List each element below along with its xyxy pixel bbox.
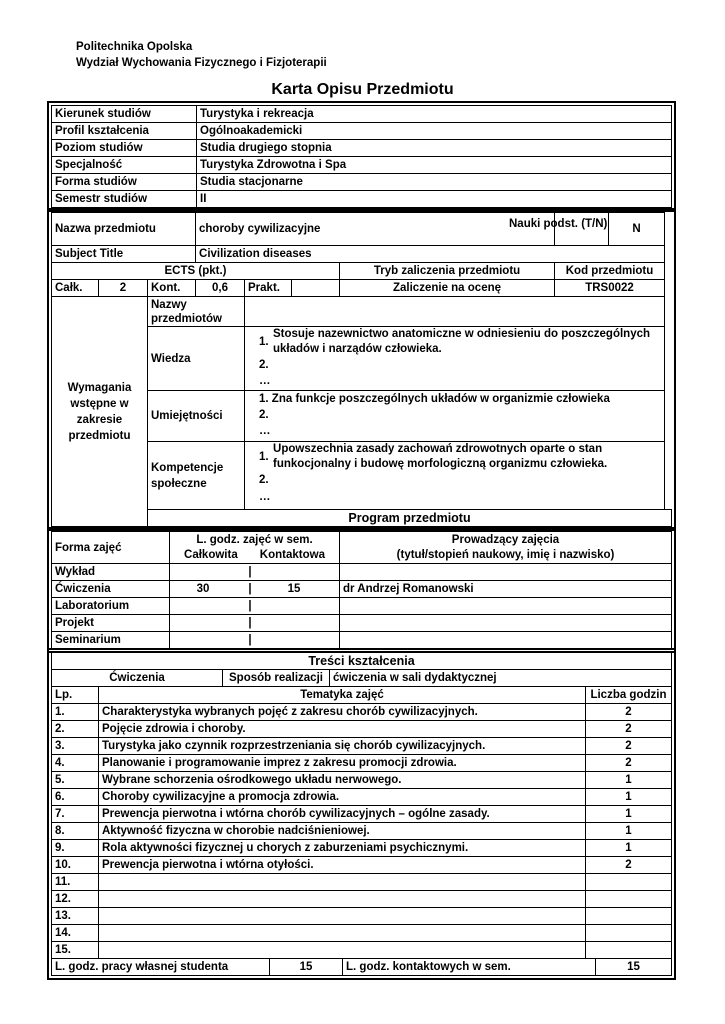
program-total	[170, 616, 236, 630]
program-row	[52, 615, 672, 632]
code-label: Kod przedmiotu	[555, 263, 665, 280]
prakt-value	[292, 280, 340, 297]
content-lp: 10.	[52, 857, 99, 874]
content-header-row	[52, 687, 672, 704]
method-value: ćwiczenia w sali dydaktycznej	[330, 670, 672, 687]
content-row	[52, 704, 672, 721]
program-hours-cell	[170, 632, 340, 649]
program-header-row	[52, 532, 672, 564]
content-topic	[99, 925, 586, 942]
content-lp: 13.	[52, 908, 99, 925]
content-method-row	[52, 670, 672, 687]
req-names-row	[52, 297, 672, 327]
content-lp: 11.	[52, 874, 99, 891]
ects-label: ECTS (pkt.)	[52, 263, 340, 280]
study-info-row	[52, 157, 672, 174]
knowledge-cell	[245, 327, 665, 391]
program-table	[51, 531, 672, 649]
social-3: …	[259, 491, 271, 503]
program-separator: |	[248, 600, 252, 612]
content-topic	[99, 891, 586, 908]
content-hours: 2	[585, 704, 671, 721]
program-section	[47, 527, 676, 653]
content-hours	[585, 942, 671, 959]
content-row	[52, 772, 672, 789]
content-row	[52, 789, 672, 806]
program-total	[170, 565, 236, 579]
content-row	[52, 857, 672, 874]
content-hours: 2	[585, 721, 671, 738]
content-topic: Prewencja pierwotna i wtórna otyłości.	[99, 857, 586, 874]
program-form: Ćwiczenia	[52, 581, 170, 598]
mode-label: Tryb zaliczenia przedmiotu	[340, 263, 555, 280]
program-form: Seminarium	[52, 632, 170, 649]
study-info-value: Ogólnoakademicki	[197, 123, 672, 140]
knowledge-1-num: 1.	[259, 336, 269, 348]
content-hours	[585, 891, 671, 908]
program-title: Program przedmiotu	[148, 510, 672, 527]
hours-header	[170, 532, 340, 564]
summary-table	[51, 958, 672, 976]
content-row	[52, 738, 672, 755]
page-title: Karta Opisu Przedmiotu	[271, 81, 454, 98]
content-lp: 6.	[52, 789, 99, 806]
subject-title-value: Civilization diseases	[196, 246, 665, 263]
subject-section	[47, 208, 676, 531]
content-topic	[99, 874, 586, 891]
program-separator: |	[248, 617, 252, 629]
content-topic	[99, 908, 586, 925]
program-row	[52, 632, 672, 649]
content-row	[52, 721, 672, 738]
program-form: Wykład	[52, 564, 170, 581]
program-total	[170, 599, 236, 613]
content-topic: Prewencja pierwotna i wtórna chorób cywilizacyjnych – ogólne zasady.	[99, 806, 586, 823]
basic-value: N	[609, 213, 665, 246]
skills-2: 2.	[259, 409, 269, 421]
study-info-label: Poziom studiów	[52, 140, 197, 157]
university-name: Politechnika Opolska	[76, 41, 193, 53]
content-topic: Charakterystyka wybranych pojęć z zakresu chorób cywilizacyjnych.	[99, 704, 586, 721]
subject-title-label: Subject Title	[52, 246, 196, 263]
contact-sum-value: 15	[596, 959, 672, 976]
study-info-row	[52, 123, 672, 140]
study-info-row	[52, 140, 672, 157]
teacher-header	[340, 532, 672, 564]
study-info-label: Specjalność	[52, 157, 197, 174]
program-separator: |	[248, 634, 252, 646]
content-lp: 1.	[52, 704, 99, 721]
content-hours: 1	[585, 840, 671, 857]
program-form: Laboratorium	[52, 598, 170, 615]
content-lp: 15.	[52, 942, 99, 959]
program-row	[52, 564, 672, 581]
content-hours: 1	[585, 772, 671, 789]
content-row	[52, 823, 672, 840]
method-label: Sposób realizacji	[223, 670, 330, 687]
study-info-table	[51, 105, 672, 208]
study-info-value: II	[197, 191, 672, 208]
content-row	[52, 874, 672, 891]
knowledge-3: …	[259, 375, 271, 387]
content-lp: 2.	[52, 721, 99, 738]
program-teacher	[340, 564, 672, 581]
program-contact	[264, 633, 324, 647]
form-label: Forma zajęć	[52, 532, 170, 564]
program-hours-cell	[170, 598, 340, 615]
program-contact	[264, 565, 324, 579]
program-teacher	[340, 598, 672, 615]
content-row	[52, 942, 672, 959]
study-info-label: Kierunek studiów	[52, 106, 197, 123]
social-cell	[245, 442, 665, 510]
study-info-value: Turystyka i rekreacja	[197, 106, 672, 123]
skills-cell	[245, 391, 665, 442]
content-row	[52, 840, 672, 857]
study-info-section	[47, 101, 676, 212]
program-hours-cell	[170, 615, 340, 632]
requirements-label: Wymagania wstępne w zakresie przedmiotu	[52, 297, 148, 527]
content-row	[52, 806, 672, 823]
content-hours	[585, 925, 671, 942]
content-hours	[585, 874, 671, 891]
hours-count-label: Liczba godzin	[585, 687, 671, 704]
content-topic: Wybrane schorzenia ośrodkowego układu nerwowego.	[99, 772, 586, 789]
mode-value: Zaliczenie na ocenę	[340, 280, 555, 297]
program-total: 30	[196, 583, 210, 595]
program-form: Projekt	[52, 615, 170, 632]
content-hours: 1	[585, 806, 671, 823]
content-lp: 3.	[52, 738, 99, 755]
contact-hours-label: Kontaktowa	[259, 548, 325, 561]
content-hours: 1	[585, 789, 671, 806]
content-lp: 5.	[52, 772, 99, 789]
social-1-text: Upowszechnia zasady zachowań zdrowotnych oparte o stan funkocjonalny i budowę morfologiczną organizmu człowieka.	[273, 443, 608, 470]
total-hours-label: Całkowita	[184, 548, 238, 561]
content-topic: Pojęcie zdrowia i choroby.	[99, 721, 586, 738]
program-row	[52, 598, 672, 615]
basic-label: Nauki podst. (T/N)	[509, 218, 608, 230]
content-title-row	[52, 653, 672, 670]
study-info-label: Semestr studiów	[52, 191, 197, 208]
teacher-label: Prowadzący zajęcia	[451, 533, 560, 546]
program-hours-cell	[170, 564, 340, 581]
content-hours: 1	[585, 823, 671, 840]
study-info-row	[52, 191, 672, 208]
subject-name-label: Nazwa przedmiotu	[52, 213, 196, 246]
subject-title-row	[52, 246, 672, 263]
study-info-row	[52, 174, 672, 191]
total-value: 2	[99, 280, 148, 297]
lp-label: Lp.	[52, 687, 99, 704]
study-info-label: Forma studiów	[52, 174, 197, 191]
program-separator: |	[248, 583, 252, 595]
program-teacher: dr Andrzej Romanowski	[340, 581, 672, 598]
skills-1: 1. Zna funkcje poszczególnych układów w organizmie człowieka	[259, 393, 610, 405]
content-table	[51, 652, 672, 959]
social-2: 2.	[259, 474, 269, 486]
content-lp: 7.	[52, 806, 99, 823]
req-names-label: Nazwy przedmiotów	[148, 297, 245, 327]
content-lp: 14.	[52, 925, 99, 942]
topic-label: Tematyka zajęć	[99, 687, 586, 704]
content-lp: 9.	[52, 840, 99, 857]
study-info-row	[52, 106, 672, 123]
content-hours: 2	[585, 755, 671, 772]
subject-table	[51, 212, 672, 527]
content-topic	[99, 942, 586, 959]
faculty-name: Wydział Wychowania Fizycznego i Fizjoterapii	[76, 57, 327, 69]
study-info-value: Turystyka Zdrowotna i Spa	[197, 157, 672, 174]
program-contact: 15	[287, 583, 301, 595]
content-lp: 8.	[52, 823, 99, 840]
skills-3: …	[259, 425, 271, 437]
program-separator: |	[248, 566, 252, 578]
skills-label: Umiejętności	[148, 391, 245, 442]
content-hours: 2	[585, 738, 671, 755]
content-section	[47, 648, 676, 980]
social-label: Kompetencje społeczne	[148, 442, 245, 510]
prakt-label: Prakt.	[245, 280, 292, 297]
program-teacher	[340, 632, 672, 649]
study-info-label: Profil kształcenia	[52, 123, 197, 140]
knowledge-label: Wiedza	[148, 327, 245, 391]
total-label: Całk.	[52, 280, 99, 297]
study-info-value: Studia stacjonarne	[197, 174, 672, 191]
knowledge-1-text: Stosuje nazewnictwo anatomiczne w odniesieniu do poszczególnych układów i narządów człowieka.	[273, 328, 651, 355]
summary-row	[52, 959, 672, 976]
content-topic: Choroby cywilizacyjne a promocja zdrowia.	[99, 789, 586, 806]
content-lp: 12.	[52, 891, 99, 908]
content-topic: Planowanie i programowanie imprez z zakresu promocji zdrowia.	[99, 755, 586, 772]
content-topic: Rola aktywności fizycznej u chorych z zaburzeniami psychicznymi.	[99, 840, 586, 857]
content-row	[52, 908, 672, 925]
study-info-value: Studia drugiego stopnia	[197, 140, 672, 157]
own-work-label: L. godz. pracy własnej studenta	[52, 959, 270, 976]
content-topic: Turystyka jako czynnik rozprzestrzeniania się chorób cywilizacyjnych.	[99, 738, 586, 755]
own-work-value: 15	[270, 959, 343, 976]
social-1-num: 1.	[259, 451, 269, 463]
ects-header-row	[52, 263, 672, 280]
program-teacher	[340, 615, 672, 632]
content-row	[52, 755, 672, 772]
contact-sum-label: L. godz. kontaktowych w sem.	[343, 959, 596, 976]
subject-name-value: choroby cywilizacyjne	[196, 213, 555, 246]
program-contact	[264, 616, 324, 630]
hours-label: L. godz. zajęć w sem.	[196, 533, 313, 546]
teacher-sub-label: (tytuł/stopień naukowy, imię i nazwisko)	[396, 548, 615, 561]
code-value: TRS0022	[555, 280, 665, 297]
kont-label: Kont.	[148, 280, 196, 297]
kont-value: 0,6	[196, 280, 245, 297]
content-hours	[585, 908, 671, 925]
knowledge-2: 2.	[259, 359, 269, 371]
content-row	[52, 925, 672, 942]
content-lp: 4.	[52, 755, 99, 772]
content-type: Ćwiczenia	[52, 670, 223, 687]
content-title: Treści kształcenia	[52, 653, 672, 670]
content-topic: Aktywność fizyczna w chorobie nadciśnieniowej.	[99, 823, 586, 840]
program-row	[52, 581, 672, 598]
content-hours: 2	[585, 857, 671, 874]
program-total	[170, 633, 236, 647]
program-contact	[264, 599, 324, 613]
ects-values-row	[52, 280, 672, 297]
content-row	[52, 891, 672, 908]
program-hours-cell	[170, 581, 340, 598]
